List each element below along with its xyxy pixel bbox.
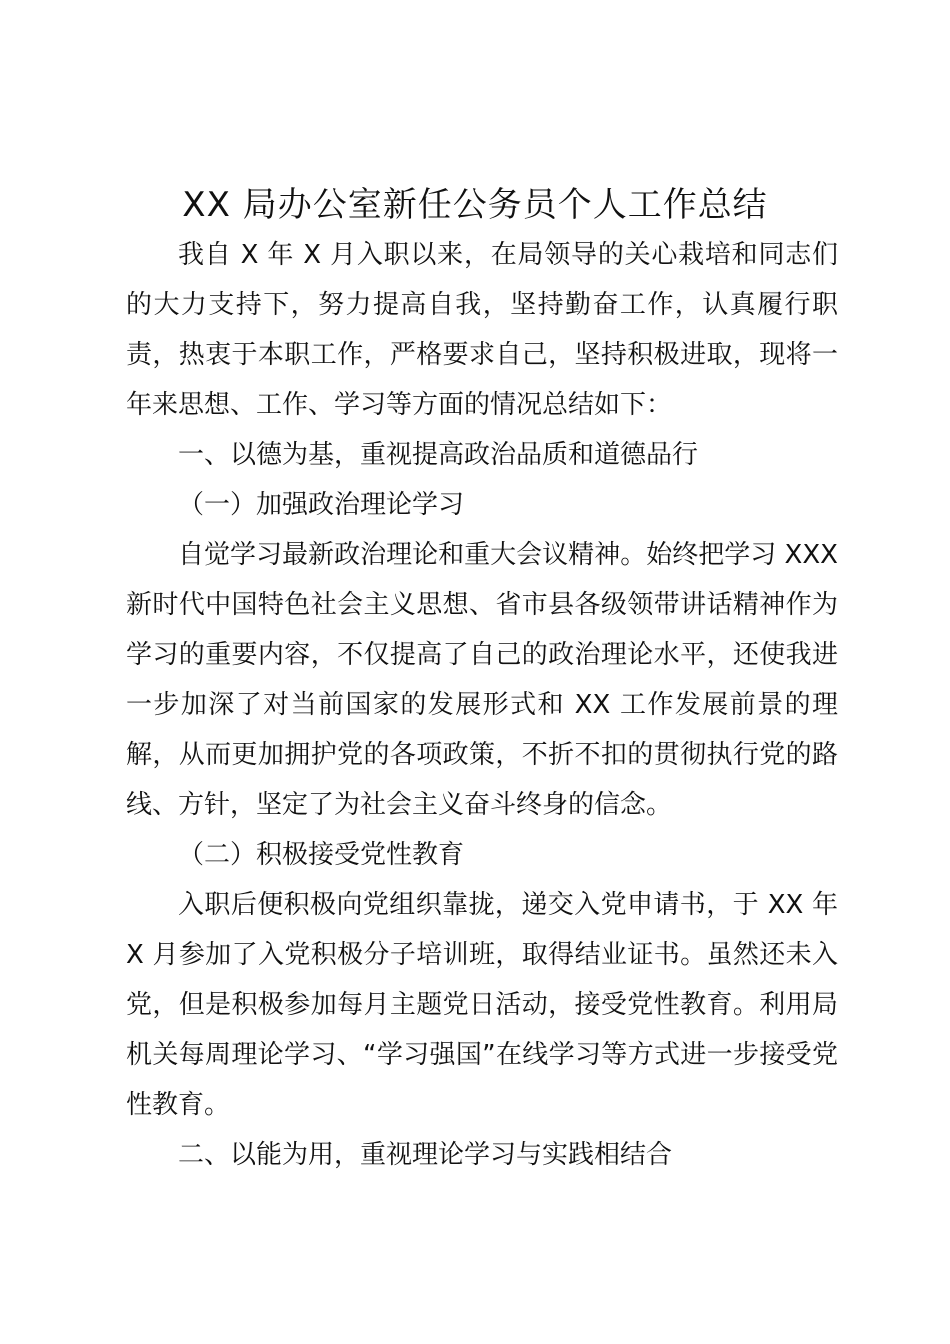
document-body xyxy=(126,230,838,1180)
subsection-1-paragraph: 自觉学习最新政治理论和重大会议精神。始终把学习 XXX 新时代中国特色社会主义思想、省市县各级领带讲话精神作为学习的重要内容，不仅提高了自己的政治理论水平，还使我进一步加深了对当前国家的发展形式和 XX 工作发展前景的理解，从而更加拥护党的各项政策，不折不扣的贯彻执行党的路线、方针，坚定了为社会主义奋斗终身的信念。 xyxy=(126,540,838,820)
subsection-1-heading: （一）加强政治理论学习 xyxy=(178,490,465,520)
subsection-2-heading: （二）积极接受党性教育 xyxy=(178,840,465,870)
section-1-heading: 一、以德为基，重视提高政治品质和道德品行 xyxy=(178,440,699,470)
document-title: XX 局办公室新任公务员个人工作总结 xyxy=(182,185,768,225)
intro-paragraph: 我自 X 年 X 月入职以来，在局领导的关心栽培和同志们的大力支持下，努力提高自我，坚持勤奋工作，认真履行职责，热衷于本职工作，严格要求自己，坚持积极进取，现将一年来思想、工作、学习等方面的情况总结如下： xyxy=(126,240,838,420)
section-2-heading: 二、以能为用，重视理论学习与实践相结合 xyxy=(178,1140,673,1170)
subsection-2-paragraph: 入职后便积极向党组织靠拢，递交入党申请书，于 XX 年 X 月参加了入党积极分子培训班，取得结业证书。虽然还未入党，但是积极参加每月主题党日活动，接受党性教育。利用局机关每周理论学习、“学习强国”在线学习等方式进一步接受党性教育。 xyxy=(126,890,838,1120)
